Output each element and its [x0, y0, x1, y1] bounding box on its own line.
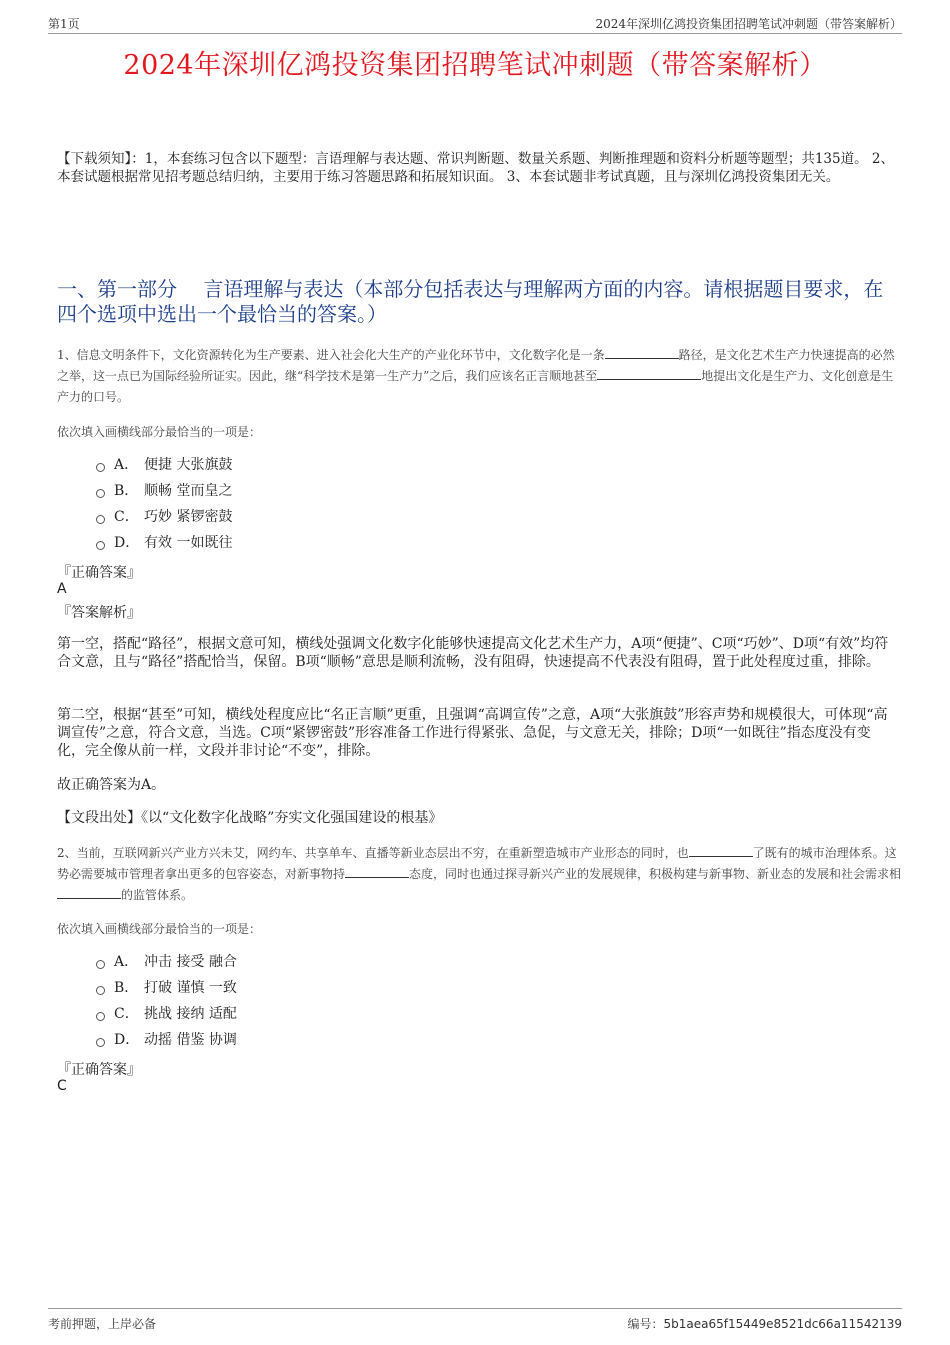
question-2-part3: 态度，同时也通过探寻新兴产业的发展规律，积极构建与新事物、新业态的发展和社会需求相 [409, 867, 902, 881]
option-text: 冲击 接受 融合 [144, 954, 237, 970]
option-text: 动摇 借鉴 协调 [144, 1032, 237, 1048]
option-c[interactable] [96, 504, 232, 530]
option-letter: B． [114, 980, 139, 996]
option-a[interactable] [96, 452, 232, 478]
option-text: 便捷 大张旗鼓 [144, 457, 233, 473]
footer-code-value: 5b1aea65f15449e8521dc66a11542139 [663, 1317, 902, 1331]
question-1-instruction: 依次填入画横线部分最恰当的一项是： [57, 425, 262, 439]
radio-icon[interactable] [96, 1012, 105, 1021]
option-a[interactable] [96, 949, 237, 975]
blank-2 [345, 864, 409, 878]
question-1-part1: 1、信息文明条件下，文化资源转化为生产要素、进入社会化大生产的产业化环节中，文化数字化是一条 [57, 348, 605, 362]
blank-3 [57, 885, 121, 899]
option-text: 顺畅 堂而皇之 [144, 483, 233, 499]
radio-icon[interactable] [96, 960, 105, 969]
option-letter: D． [114, 535, 140, 551]
correct-answer: A [57, 581, 67, 597]
question-1-part2: 路径，是文化艺术生产力快速提高的必然之举，这一点已为国际经验所证实。因此，继“科学技术是第一生产力”之后，我们应该名正言顺地甚至 [57, 348, 895, 383]
option-letter: C． [114, 1006, 139, 1022]
question-2-part1: 2、当前，互联网新兴产业方兴未艾，网约车、共享单车、直播等新业态层出不穷，在重新塑造城市产业形态的同时，也 [57, 846, 689, 860]
page-footer [48, 1308, 902, 1333]
option-letter: D． [114, 1032, 140, 1048]
radio-icon[interactable] [96, 1038, 105, 1047]
question-2-instruction: 依次填入画横线部分最恰当的一项是： [57, 922, 262, 936]
question-2-part2: 了既有的城市治理体系。这势必需要城市管理者拿出更多的包容姿态，对新事物持 [57, 846, 897, 881]
passage-source: 【文段出处】《以“文化数字化战略”夯实文化强国建设的根基》 [57, 810, 443, 826]
option-letter: B． [114, 483, 139, 499]
radio-icon[interactable] [96, 541, 105, 550]
footer-slogan: 考前押题，上岸必备 [48, 1317, 157, 1331]
header-doc-name: 2024年深圳亿鸿投资集团招聘笔试冲刺题（带答案解析） [595, 17, 902, 31]
option-letter: A． [114, 954, 139, 970]
option-b[interactable] [96, 478, 232, 504]
radio-icon[interactable] [96, 515, 105, 524]
question-2-part4: 的监管体系。 [121, 888, 194, 902]
question-2-options [96, 949, 237, 1053]
footer-code [628, 1315, 903, 1332]
option-text: 打破 谨慎 一致 [144, 980, 237, 996]
blank-1 [689, 843, 753, 857]
question-1-options [96, 452, 232, 556]
option-letter: A． [114, 457, 139, 473]
option-d[interactable] [96, 530, 232, 556]
download-notice: 【下载须知】：1，本套练习包含以下题型：言语理解与表达题、常识判断题、数量关系题、判断推理题和资料分析题等题型；共135道。 2、本套试题根据常见招考题总结归纳，主要用于练习答题思路和拓展知识面。 3、本套试题非考试真题，且与深圳亿鸿投资集团无关。 [57, 151, 894, 185]
radio-icon[interactable] [96, 986, 105, 995]
option-c[interactable] [96, 1001, 237, 1027]
analysis-paragraph-1: 第一空，搭配“路径”，根据文意可知，横线处强调文化数字化能够快速提高文化艺术生产力，A项“便捷”、C项“巧妙”、D项“有效”均符合文意，且与“路径”搭配恰当，保留。B项“顺畅”意思是顺利流畅，没有阻碍，快速提高不代表没有阻碍，置于此处程度过重，排除。 [57, 636, 889, 670]
blank-1 [605, 345, 679, 359]
radio-icon[interactable] [96, 463, 105, 472]
question-1-text [57, 345, 902, 408]
option-text: 巧妙 紧锣密鼓 [144, 509, 233, 525]
radio-icon[interactable] [96, 489, 105, 498]
footer-code-label: 编号： [627, 1317, 664, 1331]
correct-answer-label: 『正确答案』 [57, 1062, 141, 1078]
question-2-text [57, 843, 902, 906]
page-header [48, 13, 902, 34]
option-text: 挑战 接纳 适配 [144, 1006, 237, 1022]
correct-answer: C [57, 1078, 67, 1094]
blank-2 [597, 366, 701, 380]
document-title: 2024年深圳亿鸿投资集团招聘笔试冲刺题（带答案解析） [123, 50, 827, 81]
option-text: 有效 一如既往 [144, 535, 233, 551]
analysis-paragraph-2: 第二空，根据“甚至”可知，横线处程度应比“名正言顺”更重，且强调“高调宣传”之意，A项“大张旗鼓”形容声势和规模很大，可体现“高调宣传”之意，符合文意，当选。C项“紧锣密鼓”形容准备工作进行得紧张、急促，与文意无关，排除；D项“一如既往”指态度没有变化，完全像从前一样，文段并非讨论“不变”，排除。 [57, 707, 888, 759]
question-1-part3: 地提出文化是生产力、文化创意是生产力的口号。 [57, 369, 894, 404]
correct-answer-label: 『正确答案』 [57, 565, 141, 581]
analysis-conclusion: 故正确答案为A。 [57, 777, 166, 793]
section-title: 一、第一部分 言语理解与表达（本部分包括表达与理解两方面的内容。请根据题目要求，在四个选项中选出一个最恰当的答案。） [57, 277, 884, 326]
option-d[interactable] [96, 1027, 237, 1053]
page-number: 第1页 [48, 17, 80, 31]
analysis-label: 『答案解析』 [57, 605, 141, 621]
option-letter: C． [114, 509, 139, 525]
option-b[interactable] [96, 975, 237, 1001]
